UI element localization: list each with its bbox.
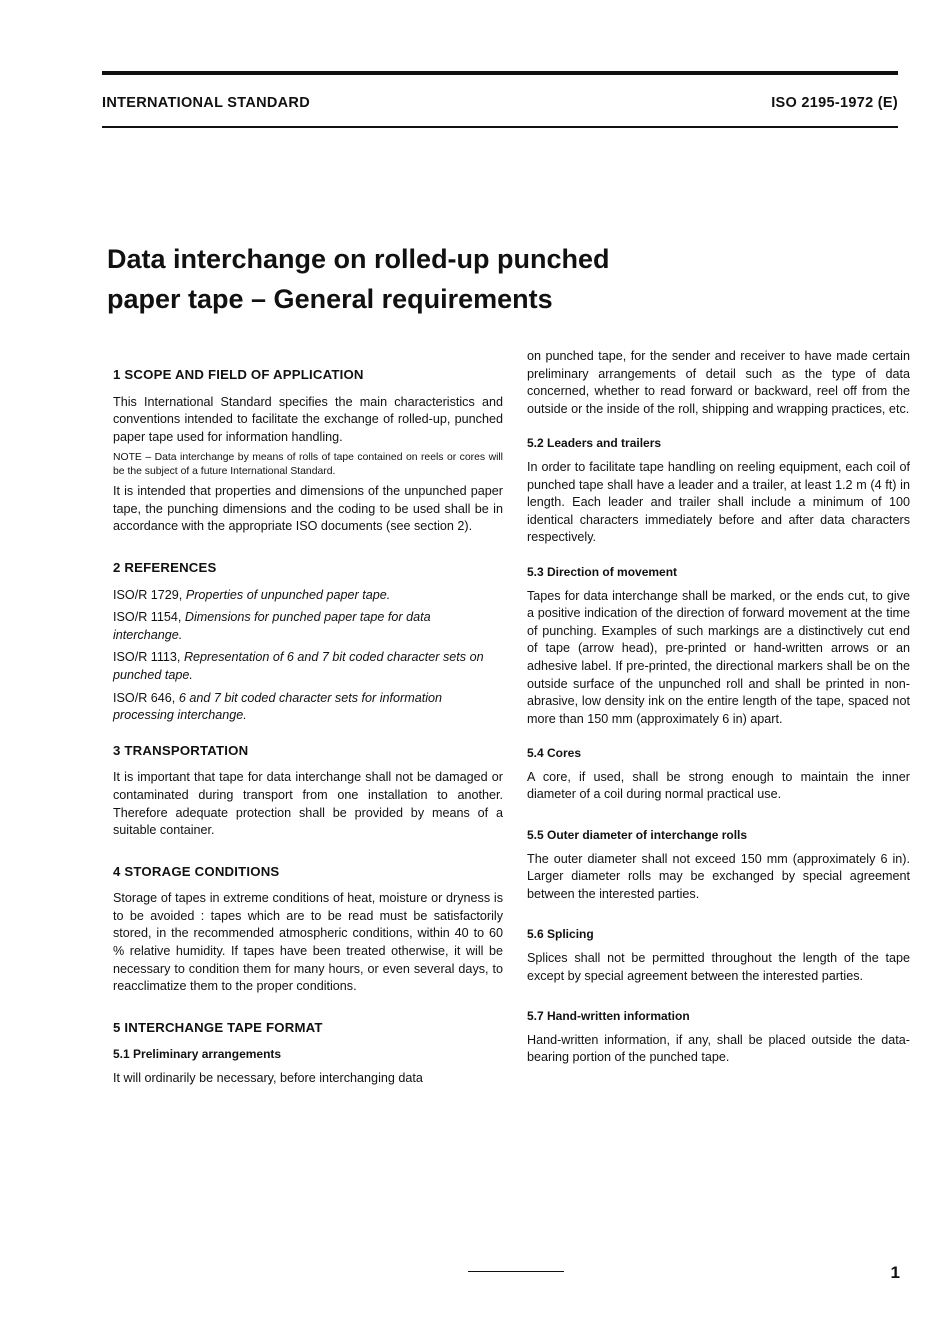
paragraph: The outer diameter shall not exceed 150 mm (approximately 6 in). Larger diameter rolls may be exchanged by special agreement between the interested parties. (527, 851, 910, 901)
standard-number: ISO 2195-1972 (E) (771, 95, 898, 111)
reference-number: ISO/R 1729, (113, 587, 183, 602)
subsection-heading: 5.1 Preliminary arrangements (113, 1047, 282, 1062)
subsection-heading: 5.7 Hand-written information (527, 1009, 690, 1024)
left-column (113, 366, 503, 1093)
paragraph: on punched tape, for the sender and receiver to have made certain preliminary arrangements of detail such as the type of data concerned, whether to read forward or backward, reel off from the outside or the inside of the roll, shipping and wrapping practices, etc. (527, 349, 910, 416)
reference-number: ISO/R 1154, (113, 610, 182, 625)
paragraph: It is important that tape for data interchange shall not be damaged or contaminated during transport from one installation to another. Therefore adequate protection shall be provided by means of a suitable container. (113, 770, 503, 838)
paragraph: Splices shall not be permitted throughout the length of the tape except by special agreement between the interested parties. (527, 951, 910, 983)
reference-item (113, 609, 503, 644)
paragraph: Tapes for data interchange shall be marked, or the ends cut, to give a positive indication of the direction of forward movement at the time of punching. Examples of such markings are a distinctively cut end of tape (arrow head), pre-printed or hand-written arrows or an adhesive label. If pre-printed, the directional markers shall be on the outside surface of the unpunched roll and shall be printed in non-abrasive, low density ink on the entire length of the tape, spaced not more than 150 mm (approximately 6 in) apart. (527, 588, 910, 726)
reference-title: 6 and 7 bit coded character sets for information processing interchange. (113, 690, 443, 723)
right-column (527, 348, 910, 1072)
subsection-heading: 5.5 Outer diameter of interchange rolls (527, 828, 748, 843)
subsection-heading: 5.3 Direction of movement (527, 564, 678, 579)
reference-title: Dimensions for punched paper tape for data interchange. (113, 610, 431, 642)
section-heading: 1 SCOPE AND FIELD OF APPLICATION (113, 367, 364, 382)
title-line-2: paper tape – General requirements (107, 284, 553, 314)
subsection-heading: 5.6 Splicing (527, 927, 594, 942)
subsection-heading: 5.4 Cores (527, 746, 582, 761)
section-heading: 3 TRANSPORTATION (113, 742, 249, 758)
paragraph: It will ordinarily be necessary, before interchanging data (113, 1071, 423, 1086)
reference-title: Properties of unpunched paper tape. (185, 587, 391, 602)
reference-title: Representation of 6 and 7 bit coded character sets on punched tape. (113, 650, 484, 682)
document-type: INTERNATIONAL STANDARD (102, 95, 310, 111)
paragraph: This International Standard specifies the main characteristics and conventions intended to facilitate the exchange of rolled-up, punched paper tape used for information handling. (113, 394, 503, 444)
title-line-1: Data interchange on rolled-up punched (107, 244, 610, 274)
document-title (107, 239, 807, 319)
reference-number: ISO/R 1113, (113, 650, 181, 665)
note: NOTE – Data interchange by means of rolls of tape contained on reels or cores will be the subject of a future International Standard. (113, 452, 503, 477)
reference-item (113, 690, 503, 725)
header-bottom-rule (102, 126, 898, 128)
reference-item (113, 587, 503, 605)
footer-rule (468, 1271, 564, 1272)
page-number: 1 (890, 1263, 900, 1282)
paragraph: A core, if used, shall be strong enough to maintain the inner diameter of a coil during normal practical use. (527, 769, 910, 802)
section-heading: 5 INTERCHANGE TAPE FORMAT (113, 1019, 323, 1035)
section-heading: 2 REFERENCES (113, 559, 217, 575)
paragraph: It is intended that properties and dimensions of the unpunched paper tape, the punching dimensions and the coding to be used shall be in accordance with the appropriate ISO documents (see section 2). (113, 484, 503, 534)
header-top-rule (102, 71, 898, 75)
reference-number: ISO/R 646, (113, 690, 176, 705)
paragraph: In order to facilitate tape handling on reeling equipment, each coil of punched tape shall have a leader and a trailer, at least 1.2 m (4 ft) in length. Each leader and trailer shall include a minimum of 100 identical characters immediately before and after data characters respectively. (527, 459, 910, 545)
section-heading: 4 STORAGE CONDITIONS (113, 863, 280, 879)
paragraph: Storage of tapes in extreme conditions of heat, moisture or dryness is to be avoided : tapes which are to be read must be satisfactorily stored, in the recommended atmospheric conditions, within 40 to 60 % relative humidity. If tapes have been treated otherwise, it will be necessary to condition them for many hours, or even several days, to reacclimatize them to the proper conditions. (113, 891, 503, 994)
paragraph: Hand-written information, if any, shall be placed outside the data-bearing portion of the punched tape. (527, 1032, 910, 1065)
reference-item (113, 649, 503, 684)
subsection-heading: 5.2 Leaders and trailers (527, 436, 662, 451)
